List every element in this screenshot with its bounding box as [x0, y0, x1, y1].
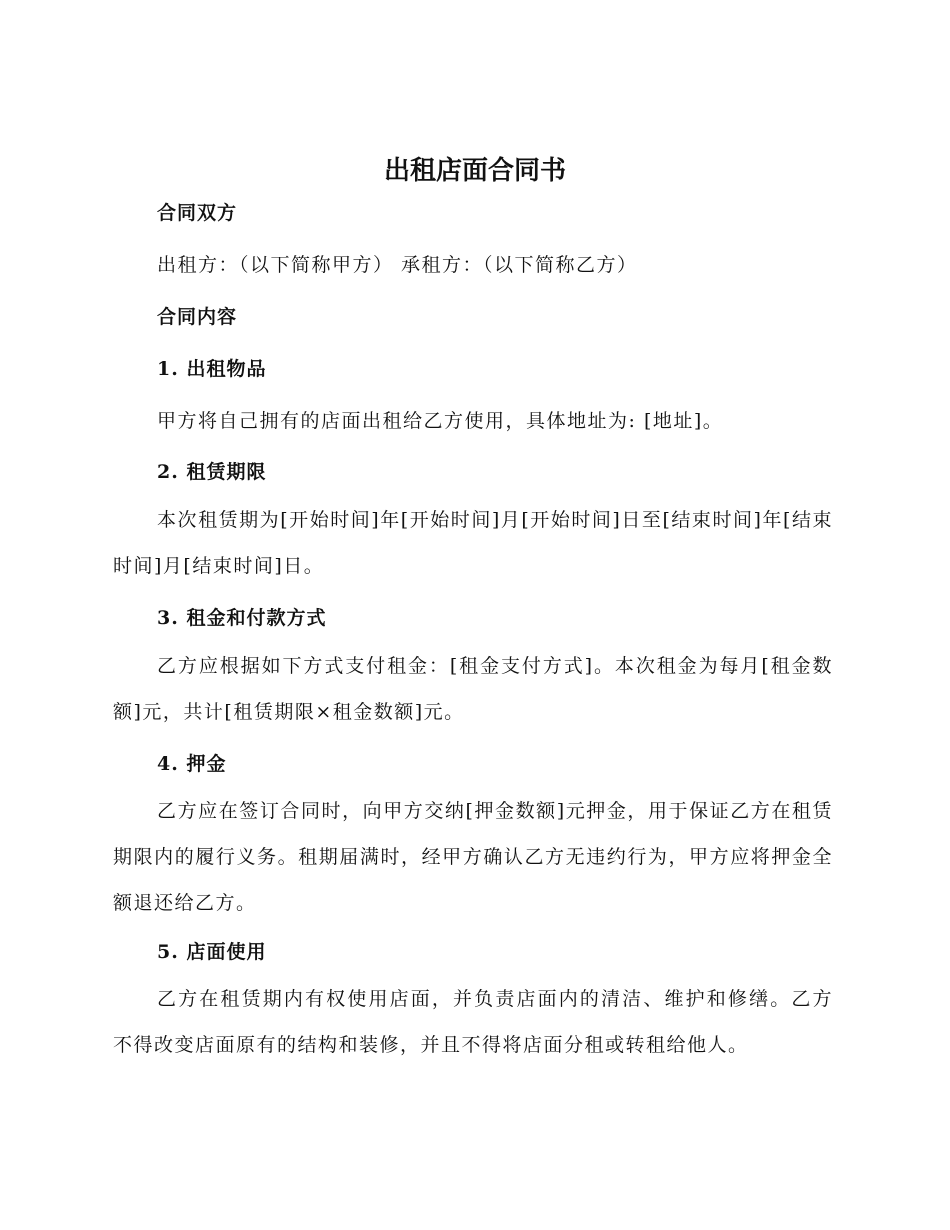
document-title: 出租店面合同书 [383, 156, 566, 186]
section-heading-rental-item: 1. 出租物品 [157, 358, 267, 380]
content-heading: 合同内容 [157, 306, 238, 328]
section-text-rent-payment: 乙方应根据如下方式支付租金：[租金支付方式]。本次租金为每月[租金数额]元，共计[租赁期限×租金数额]元。 [113, 655, 833, 723]
section-text-rental-item: 甲方将自己拥有的店面出租给乙方使用，具体地址为: [地址]。 [157, 410, 724, 432]
section-text-deposit: 乙方应在签订合同时，向甲方交纳[押金数额]元押金，用于保证乙方在租赁期限内的履行义务。租期届满时，经甲方确认乙方无违约行为，甲方应将押金全额退还给乙方。 [113, 800, 833, 914]
section-heading-deposit: 4. 押金 [157, 753, 227, 775]
parties-line: 出租方：（以下简称甲方） 承租方：（以下简称乙方） [157, 254, 638, 276]
section-text-lease-term: 本次租赁期为[开始时间]年[开始时间]月[开始时间]日至[结束时间]年[结束时间]月[结束时间]日。 [113, 509, 833, 577]
section-text-store-use: 乙方在租赁期内有权使用店面，并负责店面内的清洁、维护和修缮。乙方不得改变店面原有的结构和装修，并且不得将店面分租或转租给他人。 [113, 988, 833, 1056]
section-heading-rent-payment: 3. 租金和付款方式 [157, 607, 327, 629]
section-heading-store-use: 5. 店面使用 [157, 941, 267, 963]
parties-heading: 合同双方 [157, 202, 238, 224]
section-heading-lease-term: 2. 租赁期限 [157, 461, 267, 483]
